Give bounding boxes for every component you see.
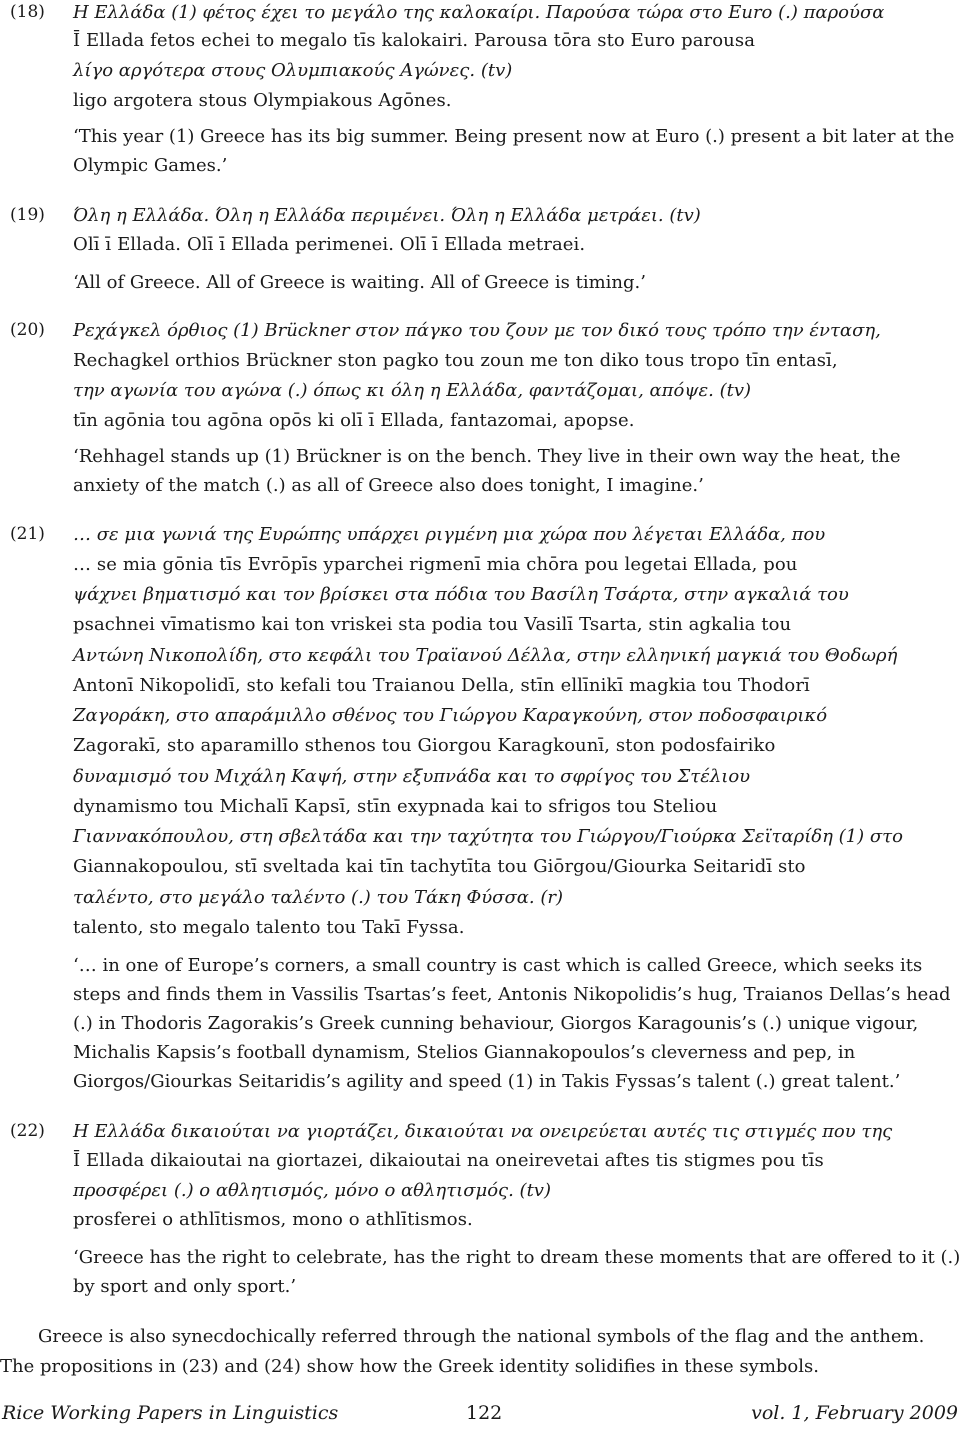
greek-line: Γιαννακόπουλου, στη σβελτάδα και την ταχύτητα του Γιώργου/Γιούρκα Σεϊταρίδη (1) στο bbox=[73, 826, 903, 847]
greek-line: την αγωνία του αγώνα (.) όπως κι όλη η Ελλάδα, φαντάζομαι, απόψε. (tv) bbox=[73, 380, 752, 401]
transliteration-line: Olī ī Ellada. Olī ī Ellada perimenei. Olī ī Ellada metraei. bbox=[73, 234, 586, 255]
greek-line: ταλέντο, στο μεγάλο ταλέντο (.) του Τάκη Φύσσα. (r) bbox=[73, 887, 563, 908]
transliteration-line: tīn agōnia tou agōna opōs ki olī ī Ellada, fantazomai, apopse. bbox=[73, 410, 635, 431]
greek-line: ψάχνει βηματισμό και τον βρίσκει στα πόδια του Βασίλη Τσάρτα, στην αγκαλιά του bbox=[73, 584, 849, 605]
paragraph-line: The propositions in (23) and (24) show how the Greek identity solidifies in these symbols. bbox=[0, 1356, 819, 1377]
english-gloss: ‘All of Greece. All of Greece is waiting. All of Greece is timing.’ bbox=[73, 272, 646, 293]
paragraph-line: Greece is also synecdochically referred through the national symbols of the flag and the anthem. bbox=[38, 1326, 925, 1347]
example-number: (19) bbox=[10, 205, 45, 225]
greek-line: Η Ελλάδα δικαιούται να γιορτάζει, δικαιούται να ονειρεύεται αυτές τις στιγμές που της bbox=[73, 1121, 893, 1142]
english-gloss: ‘… in one of Europe’s corners, a small country is cast which is called Greece, which seeks its steps and finds them in Vassilis Tsartas’s feet, Antonis Nikopolidis’s hug, Traianos Dellas’s head (.) in Thodoris Zagorakis’s Greek cunning behaviour, Giorgos Karagounis’s (.) unique vigour, Michalis Kapsis’s football dynamism, Stelios Giannakopoulos’s cleverness and pep, in Giorgos/Giourkas Seitaridis’s agility and speed (1) in Takis Fyssas’s talent (.) great talent.’ bbox=[73, 955, 951, 1092]
example-number: (18) bbox=[10, 2, 45, 22]
greek-line: Αντώνη Νικοπολίδη, στο κεφάλι του Τραϊανού Δέλλα, στην ελληνική μαγκιά του Θοδωρή bbox=[73, 645, 898, 666]
transliteration-line: prosferei o athlītismos, mono o athlītismos. bbox=[73, 1209, 473, 1230]
transliteration-line: … se mia gōnia tīs Evrōpīs yparchei rigmenī mia chōra pou legetai Ellada, pou bbox=[73, 554, 798, 575]
greek-line: Ρεχάγκελ όρθιος (1) Brückner στον πάγκο του ζουν με τον δικό τους τρόπο την ένταση, bbox=[73, 320, 881, 341]
greek-line: δυναμισμό του Μιχάλη Καψή, στην εξυπνάδα και το σφρίγος του Στέλιου bbox=[73, 766, 751, 787]
transliteration-line: Ī Ellada dikaioutai na giortazei, dikaioutai na oneirevetai aftes tis stigmes pou tīs bbox=[73, 1150, 824, 1171]
page-number: 122 bbox=[466, 1402, 503, 1424]
transliteration-line: Giannakopoulou, stī sveltada kai tīn tachytīta tou Giōrgou/Giourka Seitaridī sto bbox=[73, 856, 806, 877]
greek-line: Η Ελλάδα (1) φέτος έχει το μεγάλο της καλοκαίρι. Παρούσα τώρα στο Euro (.) παρούσα bbox=[73, 2, 885, 23]
transliteration-line: Ī Ellada fetos echei to megalo tīs kalokairi. Parousa tōra sto Euro parousa bbox=[73, 30, 756, 51]
english-gloss: ‘This year (1) Greece has its big summer. Being present now at Euro (.) present a bit later at the Olympic Games.’ bbox=[73, 126, 955, 176]
transliteration-line: Antonī Nikopolidī, sto kefali tou Traianou Della, stīn ellīnikī magkia tou Thodorī bbox=[73, 675, 810, 696]
transliteration-line: Rechagkel orthios Brückner ston pagko tou zoun me ton diko tous tropo tīn entasī, bbox=[73, 350, 838, 371]
journal-name: Rice Working Papers in Linguistics bbox=[2, 1402, 339, 1424]
volume-info: vol. 1, February 2009 bbox=[751, 1402, 958, 1424]
body-paragraph bbox=[0, 1322, 950, 1382]
greek-line: λίγο αργότερα στους Ολυμπιακούς Αγώνες. (tv) bbox=[73, 60, 513, 81]
greek-line: Ζαγοράκη, στο απαράμιλλο σθένος του Γιώργου Καραγκούνη, στον ποδοσφαιρικό bbox=[73, 705, 828, 726]
english-gloss: ‘Rehhagel stands up (1) Brückner is on the bench. They live in their own way the heat, the anxiety of the match (.) as all of Greece also does tonight, I imagine.’ bbox=[73, 446, 901, 496]
transliteration-line: ligo argotera stous Olympiakous Agōnes. bbox=[73, 90, 452, 111]
greek-line: … σε μια γωνιά της Ευρώπης υπάρχει ριγμένη μια χώρα που λέγεται Ελλάδα, που bbox=[73, 524, 826, 545]
example-number: (21) bbox=[10, 524, 45, 544]
transliteration-line: psachnei vīmatismo kai ton vriskei sta podia tou Vasilī Tsarta, stin agkalia tou bbox=[73, 614, 792, 635]
example-number: (22) bbox=[10, 1121, 45, 1141]
transliteration-line: Zagorakī, sto aparamillo sthenos tou Giorgou Karagkounī, ston podosfairiko bbox=[73, 735, 776, 756]
example-number: (20) bbox=[10, 320, 45, 340]
english-gloss: ‘Greece has the right to celebrate, has the right to dream these moments that are offered to it (.) by sport and only sport.’ bbox=[73, 1247, 960, 1297]
transliteration-line: talento, sto megalo talento tou Takī Fyssa. bbox=[73, 917, 465, 938]
transliteration-line: dynamismo tou Michalī Kapsī, stīn exypnada kai to sfrigos tou Steliou bbox=[73, 796, 718, 817]
greek-line: προσφέρει (.) ο αθλητισμός, μόνο ο αθλητισμός. (tv) bbox=[73, 1180, 552, 1201]
greek-line: Όλη η Ελλάδα. Όλη η Ελλάδα περιμένει. Όλη η Ελλάδα μετράει. (tv) bbox=[73, 205, 701, 226]
